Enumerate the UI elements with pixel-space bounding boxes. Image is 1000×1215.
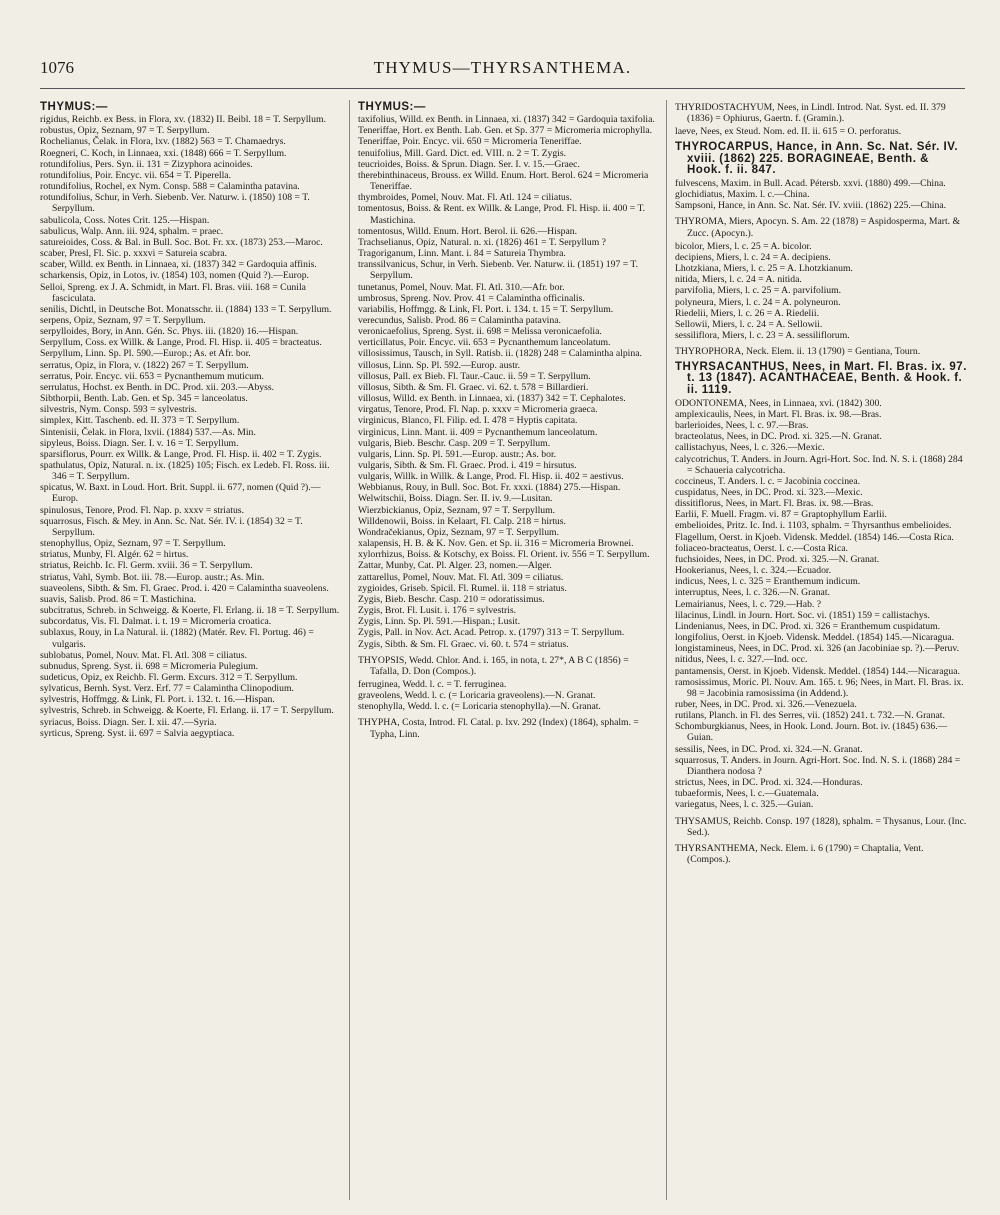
species-entry: sipyleus, Boiss. Diagn. Ser. I. v. 16 = T. Serpyllum.: [40, 437, 239, 449]
species-entry: squarrosus, T. Anders. in Journ. Agri-Hort. Soc. Ind. N. S. i. (1868) 284 = Dianthera nodosa ?: [675, 754, 961, 777]
species-entry: variabilis, Hoffmgg. & Link, Fl. Port. i. 134. t. 15 = T. Serpyllum.: [358, 303, 614, 315]
species-entry: glochidiatus, Maxim. l. c.—China.: [675, 189, 810, 201]
species-entry: rotundifolius, Rochel, ex Nym. Consp. 588 = Calamintha patavina.: [40, 181, 300, 193]
header-rule: [40, 88, 965, 89]
species-entry: veronicaefolius, Spreng. Syst. ii. 698 = Melissa veronicaefolia.: [358, 326, 602, 338]
entry-list: [675, 398, 967, 811]
species-entry: Lhotzkiana, Miers, l. c. 25 = A. Lhotzkianum.: [675, 263, 853, 275]
species-entry: rotundifolius, Poir. Encyc. vii. 654 = T. Piperella.: [40, 169, 232, 181]
genus-entry-thyroma: THYROMA, Miers, Apocyn. S. Am. 22 (1878) = Aspidosperma, Mart. & Zucc. (Apocyn.).: [675, 216, 961, 239]
species-entry: scaber, Willd. ex Benth. in Linnaea, xi. (1837) 342 = Gardoquia affinis.: [40, 259, 317, 271]
species-entry: ODONTONEMA, Nees, in Linnaea, xvi. (1842) 300.: [675, 397, 882, 409]
species-entry: Lindenianus, Nees, in DC. Prod. xi. 326 = Eranthemum cuspidatum.: [675, 620, 941, 632]
species-entry: stenophyllus, Opiz, Seznam, 97 = T. Serpyllum.: [40, 538, 226, 550]
species-entry: bracteolatus, Nees, in DC. Prod. xi. 325.—N. Granat.: [675, 431, 882, 443]
species-entry: tunetanus, Pomel, Nouv. Mat. Fl. Atl. 310.—Afr. bor.: [358, 281, 565, 293]
species-entry: Zygis, Pall. in Nov. Act. Acad. Petrop. x. (1797) 313 = T. Serpyllum.: [358, 627, 625, 639]
species-entry: dissitiflorus, Nees, in Mart. Fl. Bras. ix. 98.—Bras.: [675, 498, 874, 510]
genus-entry-thypha: THYPHA, Costa, Introd. Fl. Catal. p. lxv. 292 (Index) (1864), sphalm. = Typha, Linn.: [358, 717, 639, 740]
species-entry: syriacus, Boiss. Diagn. Ser. I. xii. 47.—Syria.: [40, 716, 217, 728]
species-entry: suavis, Salisb. Prod. 86 = T. Mastichina.: [40, 593, 197, 605]
species-entry: Rochelianus, Čelak. in Flora, lxv. (1882) 563 = T. Chamaedrys.: [40, 136, 286, 148]
species-entry: fulvescens, Maxim. in Bull. Acad. Pétersb. xxvi. (1880) 499.—China.: [675, 177, 946, 189]
species-entry: taxifolius, Willd. ex Benth. in Linnaea, xi. (1837) 342 = Gardoquia taxifolia.: [358, 114, 655, 126]
species-entry: ferruginea, Wedd. l. c. = T. ferruginea.: [358, 678, 507, 690]
species-entry: tomentosus, Willd. Enum. Hort. Berol. ii. 626.—Hispan.: [358, 225, 578, 237]
genus-entry-thyopsis: THYOPSIS, Wedd. Chlor. And. i. 165, in nota, t. 27*, A B C (1856) = Tafalla, D. Don (Compos.).: [358, 654, 629, 677]
entry-list: [40, 114, 342, 739]
species-entry: interruptus, Nees, l. c. 326.—N. Granat.: [675, 587, 830, 599]
species-entry: satureioides, Coss. & Bal. in Bull. Soc. Bot. Fr. xx. (1873) 253.—Maroc.: [40, 236, 323, 248]
species-entry: scaber, Presl, Fl. Sic. p. xxxvi = Satureia scabra.: [40, 248, 227, 260]
species-entry: villosus, Willd. ex Benth. in Linnaea, xi. (1837) 342 = T. Cephalotes.: [358, 393, 626, 405]
genus-entry-thyrsacanthus: THYRSACANTHUS, Nees, in Mart. Fl. Bras. ix. 97. t. 13 (1847). ACANTHACEAE, Benth. & Hook. f. ii. 1119.: [675, 361, 967, 396]
column-1: [40, 100, 342, 1200]
species-entry: thymbroides, Pomel, Nouv. Mat. Fl. Atl. 124 = ciliatus.: [358, 192, 572, 204]
species-entry: vulgaris, Bieb. Beschr. Casp. 209 = T. Serpyllum.: [358, 437, 551, 449]
genus-entry-thyrophora: THYROPHORA, Neck. Elem. ii. 13 (1790) = Gentiana, Tourn.: [675, 346, 921, 358]
species-entry: bicolor, Miers, l. c. 25 = A. bicolor.: [675, 240, 812, 252]
species-entry: nitida, Miers, l. c. 24 = A. nitida.: [675, 274, 802, 286]
species-entry: transsilvanicus, Schur, in Verh. Siebenb. Ver. Naturw. ii. (1851) 197 = T. Serpyllum.: [358, 259, 639, 282]
species-entry: Webbianus, Rouy, in Bull. Soc. Bot. Fr. xxxi. (1884) 275.—Hispan.: [358, 482, 621, 494]
species-entry: sabulicus, Walp. Ann. iii. 924, sphalm. = praec.: [40, 225, 224, 237]
species-entry: Zygis, Sibth. & Sm. Fl. Graec. vi. 60. t. 574 = striatus.: [358, 638, 569, 650]
species-entry: spinulosus, Tenore, Prod. Fl. Nap. p. xxxv = striatus.: [40, 504, 245, 516]
species-entry: Roegneri, C. Koch, in Linnaea, xxi. (1848) 666 = T. Serpyllum.: [40, 147, 287, 159]
entry-list: [675, 178, 967, 211]
species-entry: lilacinus, Lindl. in Journ. Hort. Soc. vi. (1851) 159 = callistachys.: [675, 609, 930, 621]
column-3: [675, 100, 967, 1200]
species-entry: striatus, Reichb. Ic. Fl. Germ. xviii. 36 = T. Serpyllum.: [40, 560, 253, 572]
species-entry: therebinthinaceus, Brouss. ex Willd. Enum. Hort. Berol. 624 = Micromeria Teneriffae.: [358, 169, 649, 193]
species-entry: calycotrichus, T. Anders. in Journ. Agri-Hort. Soc. Ind. N. S. i. (1868) 284 = Schaueria calycotricha.: [675, 453, 963, 476]
column-divider: [349, 100, 350, 1200]
genus-entry-thyrocarpus: THYROCARPUS, Hance, in Ann. Sc. Nat. Sér. IV. xviii. (1862) 225. BORAGINEAE, Benth. & Hook. f. ii. 847.: [675, 141, 959, 176]
species-entry: Sellowii, Miers, l. c. 24 = A. Sellowii.: [675, 318, 823, 330]
species-entry: verticillatus, Poir. Encyc. vii. 653 = Pycnanthemum lanceolatum.: [358, 337, 611, 349]
species-entry: vulgaris, Willk. in Willk. & Lange, Prod. Fl. Hisp. ii. 402 = aestivus.: [358, 471, 624, 483]
species-entry: Serpyllum, Linn. Sp. Pl. 590.—Europ.; As. et Afr. bor.: [40, 348, 251, 360]
species-entry: Zygis, Bieb. Beschr. Casp. 210 = odoratissimus.: [358, 593, 545, 605]
species-entry: serratus, Poir. Encyc. vii. 653 = Pycnanthemum muticum.: [40, 370, 264, 382]
species-entry: villosus, Linn. Sp. Pl. 592.—Europ. austr.: [358, 359, 521, 371]
entry-list: [675, 126, 967, 137]
species-entry: simplex, Kitt. Taschenb. ed. II. 373 = T. Serpyllum.: [40, 415, 240, 427]
genus-entry-thyridostachyum: THYRIDOSTACHYUM, Nees, in Lindl. Introd. Nat. Syst. ed. II. 379 (1836) = Ophiurus, Gaertn. f. (Gramin.).: [675, 102, 946, 125]
species-entry: nitidus, Nees, l. c. 327.—Ind. occ.: [675, 654, 808, 666]
genus-heading: THYMUS:—: [40, 101, 108, 113]
species-entry: umbrosus, Spreng. Nov. Prov. 41 = Calamintha officinalis.: [358, 292, 585, 304]
genus-entry-thysamus: THYSAMUS, Reichb. Consp. 197 (1828), sphalm. = Thysanus, Lour. (Inc. Sed.).: [675, 815, 967, 838]
species-entry: villosus, Sibth. & Sm. Fl. Graec. vi. 62. t. 578 = Billardieri.: [358, 381, 589, 393]
species-entry: vulgaris, Sibth. & Sm. Fl. Graec. Prod. i. 419 = hirsutus.: [358, 460, 577, 471]
species-entry: cuspidatus, Nees, in DC. Prod. xi. 323.—Mexic.: [675, 487, 863, 498]
species-entry: foliaceo-bracteatus, Oerst. l. c.—Costa Rica.: [675, 542, 848, 554]
species-entry: tubaeformis, Nees, l. c.—Guatemala.: [675, 788, 819, 800]
species-entry: longistamineus, Nees, in DC. Prod. xi. 326 (an Jacobiniae sp. ?).—Peruv.: [675, 643, 960, 655]
species-entry: suaveolens, Sibth. & Sm. Fl. Graec. Prod. i. 420 = Calamintha suaveolens.: [40, 582, 329, 594]
species-entry: Zygis, Brot. Fl. Lusit. i. 176 = sylvestris.: [358, 605, 517, 617]
species-entry: Zygis, Linn. Sp. Pl. 591.—Hispan.; Lusit.: [358, 616, 521, 628]
species-entry: rigidus, Reichb. ex Bess. in Flora, xv. (1832) II. Beibl. 18 = T. Serpyllum.: [40, 114, 326, 126]
species-entry: barlerioides, Nees, l. c. 97.—Bras.: [675, 420, 809, 432]
genus-heading: THYMUS:—: [358, 101, 426, 113]
species-entry: virginicus, Blanco, Fl. Filip. ed. I. 478 = Hyptis capitata.: [358, 415, 578, 427]
species-entry: tomentosus, Boiss. & Rent. ex Willk. & Lange, Prod. Fl. Hisp. ii. 400 = T. Mastichina.: [358, 203, 646, 226]
species-entry: graveolens, Wedd. l. c. (= Loricaria graveolens).—N. Granat.: [358, 690, 596, 702]
species-entry: Selloi, Spreng. ex J. A. Schmidt, in Mart. Fl. Bras. viii. 168 = Cunila fasciculata.: [40, 281, 306, 304]
species-entry: syrticus, Spreng. Syst. ii. 697 = Salvia aegyptiaca.: [40, 727, 235, 739]
species-entry: stenophylla, Wedd. l. c. (= Loricaria stenophylla).—N. Granat.: [358, 701, 601, 713]
entry-list: [358, 114, 660, 650]
species-entry: teucrioides, Boiss. & Sprun. Diagn. Ser. I. v. 15.—Graec.: [358, 158, 580, 170]
species-entry: subcitratus, Schreb. in Schweigg. & Koerte, Fl. Erlang. ii. 18 = T. Serpyllum.: [40, 605, 340, 617]
genus-entry-thyrsanthema: THYRSANTHEMA, Neck. Elem. i. 6 (1790) = Chaptalia, Vent. (Compos.).: [675, 842, 924, 865]
species-entry: striatus, Munby, Fl. Algér. 62 = hirtus.: [40, 549, 189, 561]
species-entry: sessiliflora, Miers, l. c. 23 = A. sessiliflorum.: [675, 329, 850, 341]
species-entry: spathulatus, Opiz, Natural. n. ix. (1825) 105; Fisch. ex Ledeb. Fl. Ross. iii. 346 = T. Serpyllum.: [40, 460, 330, 483]
species-entry: sylvaticus, Bernh. Syst. Verz. Erf. 77 = Calamintha Clinopodium.: [40, 683, 294, 695]
species-entry: Sibthorpii, Benth. Lab. Gen. et Sp. 345 = lanceolatus.: [40, 393, 248, 405]
species-entry: subnudus, Spreng. Syst. ii. 698 = Micromeria Pulegium.: [40, 660, 259, 672]
species-entry: sudeticus, Opiz, ex Reichb. Fl. Germ. Excurs. 312 = T. Serpyllum.: [40, 671, 298, 683]
species-entry: Sintenisii, Čelak. in Flora, lxvii. (1884) 537.—As. Min.: [40, 426, 256, 438]
species-entry: scharkensis, Opiz, in Lotos, iv. (1854) 103, nomen (Quid ?).—Europ.: [40, 270, 309, 282]
running-title: THYMUS—THYRSANTHEMA.: [373, 58, 632, 77]
species-entry: longifolius, Oerst. in Kjoeb. Vidensk. Meddel. (1854) 145.—Nicaragua.: [675, 632, 955, 644]
index-columns: [40, 100, 965, 1200]
species-entry: strictus, Nees, in DC. Prod. xi. 324.—Honduras.: [675, 777, 863, 789]
species-entry: Willdenowii, Boiss. in Kelaart, Fl. Calp. 218 = hirtus.: [358, 515, 566, 527]
species-entry: Schomburgkianus, Nees, in Hook. Lond. Journ. Bot. iv. (1845) 636.—Guian.: [675, 721, 948, 744]
species-entry: Wondračekianus, Opiz, Seznam, 97 = T. Serpyllum.: [358, 526, 559, 538]
species-entry: xylorrhizus, Boiss. & Kotschy, ex Boiss. Fl. Orient. iv. 556 = T. Serpyllum.: [358, 549, 650, 561]
species-entry: Earlii, F. Muell. Fragm. vi. 87 = Graptophyllum Earlii.: [675, 509, 887, 521]
species-entry: Lemairianus, Nees, l. c. 729.—Hab. ?: [675, 598, 822, 610]
column-divider: [666, 100, 667, 1200]
species-entry: Flagellum, Oerst. in Kjoeb. Vidensk. Meddel. (1854) 146.—Costa Rica.: [675, 531, 954, 543]
species-entry: ruber, Nees, in DC. Prod. xi. 326.—Venezuela.: [675, 698, 857, 710]
species-entry: spicatus, W. Baxt. in Loud. Hort. Brit. Suppl. ii. 677, nomen (Quid ?).—Europ.: [40, 482, 321, 505]
entry-list: [358, 679, 660, 712]
species-entry: subcordatus, Vis. Fl. Dalmat. i. t. 19 = Micromeria croatica.: [40, 616, 272, 628]
species-entry: decipiens, Miers, l. c. 24 = A. decipiens.: [675, 251, 831, 263]
species-entry: Sampsoni, Hance, in Ann. Sc. Nat. Sér. IV. xviii. (1862) 225.—China.: [675, 200, 947, 212]
species-entry: fuchsioides, Nees, in DC. Prod. xi. 325.—N. Granat.: [675, 553, 880, 565]
species-entry: Wierzbickianus, Opiz, Seznam, 97 = T. Serpyllum.: [358, 504, 556, 516]
species-entry: tenuifolius, Mill. Gard. Dict. ed. VIII. n. 2 = T. Zygis.: [358, 147, 567, 159]
species-entry: Hookerianus, Nees, l. c. 324.—Ecuador.: [675, 565, 832, 577]
species-entry: Zattar, Munby, Cat. Pl. Alger. 23, nomen.—Alger.: [358, 560, 552, 572]
species-entry: sparsiflorus, Pourr. ex Willk. & Lange, Prod. Fl. Hisp. ii. 402 = T. Zygis.: [40, 448, 322, 460]
species-entry: Welwitschii, Boiss. Diagn. Ser. II. iv. 9.—Lusitan.: [358, 493, 553, 505]
species-entry: sabulicola, Coss. Notes Crit. 125.—Hispan.: [40, 214, 210, 226]
species-entry: Serpyllum, Coss. ex Willk. & Lange, Prod. Fl. Hisp. ii. 405 = bracteatus.: [40, 337, 322, 349]
species-entry: parvifolia, Miers, l. c. 25 = A. parvifolium.: [675, 285, 842, 297]
species-entry: zattarellus, Pomel, Nouv. Mat. Fl. Atl. 309 = ciliatus.: [358, 571, 564, 583]
species-entry: rotundifolius, Pers. Syn. ii. 131 = Zizyphora acinoides.: [40, 158, 253, 170]
species-entry: Tragoriganum, Linn. Mant. i. 84 = Satureia Thymbra.: [358, 248, 566, 260]
species-entry: zygioides, Griseb. Spicil. Fl. Rumel. ii. 118 = striatus.: [358, 582, 567, 594]
species-entry: Teneriffae, Hort. ex Benth. Lab. Gen. et Sp. 377 = Micromeria microphylla.: [358, 125, 653, 137]
species-entry: silvestris, Nym. Consp. 593 = sylvestris.: [40, 404, 197, 416]
species-entry: verecundus, Salisb. Prod. 86 = Calamintha patavina.: [358, 314, 561, 326]
species-entry: Trachselianus, Opiz, Natural. n. xi. (1826) 461 = T. Serpyllum ?: [358, 236, 606, 248]
species-entry: sublobatus, Pomel, Nouv. Mat. Fl. Atl. 308 = ciliatus.: [40, 649, 247, 661]
species-entry: sylvestris, Hoffmgg. & Link, Fl. Port. i. 132. t. 16.—Hispan.: [40, 694, 275, 706]
species-entry: indicus, Nees, l. c. 325 = Eranthemum indicum.: [675, 576, 861, 588]
species-entry: sessilis, Nees, in DC. Prod. xi. 324.—N. Granat.: [675, 743, 863, 755]
species-entry: virginicus, Linn. Mant. ii. 409 = Pycnanthemum lanceolatum.: [358, 426, 598, 438]
species-entry: sylvestris, Schreb. in Schweigg. & Koerte, Fl. Erlang. ii. 17 = T. Serpyllum.: [40, 705, 334, 717]
species-entry: villosus, Pall. ex Bieb. Fl. Taur.-Cauc. ii. 59 = T. Serpyllum.: [358, 370, 591, 382]
species-entry: sublaxus, Rouy, in La Natural. ii. (1882) (Matér. Rev. Fl. Portug. 46) = vulgaris.: [40, 627, 314, 650]
species-entry: striatus, Vahl, Symb. Bot. iii. 78.—Europ. austr.; As. Min.: [40, 571, 265, 583]
species-entry: coccineus, T. Anders. l. c. = Jacobinia coccinea.: [675, 475, 861, 487]
species-entry: pantamensis, Oerst. in Kjoeb. Vidensk. Meddel. (1854) 144.—Nicaragua.: [675, 665, 960, 677]
species-entry: Riedelii, Miers, l. c. 26 = A. Riedelii.: [675, 307, 820, 319]
species-entry: serrulatus, Hochst. ex Benth. in DC. Prod. xii. 203.—Abyss.: [40, 381, 275, 393]
species-entry: rutilans, Planch. in Fl. des Serres, vii. (1852) 241. t. 732.—N. Granat.: [675, 710, 945, 722]
species-entry: serratus, Opiz, in Flora, v. (1822) 267 = T. Serpyllum.: [40, 359, 249, 371]
species-entry: serpylloides, Bory, in Ann. Gén. Sc. Phys. iii. (1820) 16.—Hispan.: [40, 326, 299, 338]
species-entry: vulgaris, Linn. Sp. Pl. 591.—Europ. austr.; As. bor.: [358, 448, 557, 460]
species-entry: laeve, Nees, ex Steud. Nom. ed. II. ii. 615 = O. perforatus.: [675, 126, 902, 138]
species-entry: polyneura, Miers, l. c. 24 = A. polyneuron.: [675, 296, 841, 308]
species-entry: rotundifolius, Schur, in Verh. Siebenb. Ver. Naturw. i. (1850) 108 = T. Serpyllum.: [40, 192, 310, 215]
species-entry: virgatus, Tenore, Prod. Fl. Nap. p. xxxv = Micromeria graeca.: [358, 404, 598, 416]
species-entry: embelioides, Pritz. Ic. Ind. i. 1103, sphalm. = Thyrsanthus embelioides.: [675, 520, 952, 532]
species-entry: robustus, Opiz, Seznam, 97 = T. Serpyllum.: [40, 125, 210, 137]
species-entry: callistachyus, Nees, l. c. 326.—Mexic.: [675, 442, 825, 454]
species-entry: serpens, Opiz, Seznam, 97 = T. Serpyllum.: [40, 314, 206, 326]
species-entry: senilis, Dichtl, in Deutsche Bot. Monatsschr. ii. (1884) 133 = T. Serpyllum.: [40, 303, 332, 315]
page-header: [40, 58, 965, 84]
column-2: [358, 100, 660, 1200]
species-entry: ramosissimus, Moric. Pl. Nouv. Am. 165. t. 96; Nees, in Mart. Fl. Bras. ix. 98 = Jacobinia ramosissima (in Addend.).: [675, 676, 964, 699]
species-entry: amplexicaulis, Nees, in Mart. Fl. Bras. ix. 98.—Bras.: [675, 408, 882, 420]
species-entry: variegatus, Nees, l. c. 325.—Guian.: [675, 799, 814, 811]
species-entry: xalapensis, H. B. & K. Nov. Gen. et Sp. ii. 316 = Micromeria Brownei.: [358, 538, 634, 550]
species-entry: villosissimus, Tausch, in Syll. Ratisb. ii. (1828) 248 = Calamintha alpina.: [358, 348, 642, 360]
page-number: 1076: [40, 58, 74, 77]
species-entry: Teneriffae, Poir. Encyc. vii. 650 = Micromeria Teneriffae.: [358, 136, 582, 148]
entry-list: [675, 241, 967, 341]
species-entry: squarrosus, Fisch. & Mey. in Ann. Sc. Nat. Sér. IV. i. (1854) 32 = T. Serpyllum.: [40, 515, 303, 538]
